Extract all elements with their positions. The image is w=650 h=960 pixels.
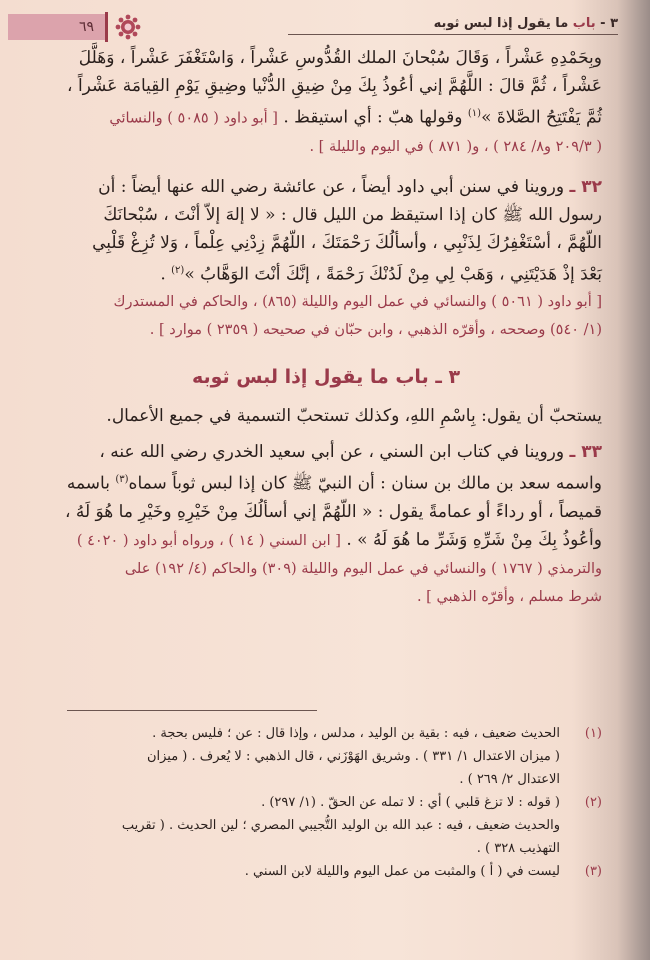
footnote-2: [50, 791, 602, 814]
footnote-text: التهذيب ٣٢٨ ) .: [476, 841, 560, 856]
rosette-ornament-icon: [115, 14, 141, 40]
footnote-text: والحديث ضعيف ، فيه : عبد الله بن الوليد التُّجيبي المصري ؛ لين الحديث . ( تقريب: [121, 818, 560, 833]
text-line: [50, 257, 602, 289]
text-line: رسول الله ﷺ كان إذا استيقظ من الليل قال : « لا إلهَ إلاّ أنْتَ ، سُبْحانَكَ: [103, 204, 602, 225]
text-line: قميصاً ، أو رداءً أو عمامةً يقول : « اللّهُمَّ إني أسألُكَ مِنْ خَيْرِهِ وخَيْرِ ما هُوَ لَهُ ،: [64, 501, 602, 522]
section-heading: ٣ ـ باب ما يقول إذا لبس ثوبه: [191, 366, 461, 389]
header-divider: [105, 12, 108, 42]
text-line: عَشْراً ، ثُمَّ قالَ : اللَّهُمَّ إني أعُوذُ بِكَ مِنْ ضِيقِ الدُّنْيا وضِيقِ يَوْمِ القِيامَة عَشْراً ،: [67, 76, 602, 96]
footnote-mark: (٢): [584, 795, 602, 810]
text-span: واسمه سعد بن مالك بن سنان : أن النبيّ ﷺ كان إذا لبس ثوباً سماه: [128, 473, 602, 494]
footnote-mark: (١): [584, 726, 602, 741]
footnote-text: ليست في ( أ ) والمثبت من عمل اليوم والليلة لابن السني .: [244, 864, 560, 879]
text-span: بَعْدَ إذْ هَدَيْتَنِي ، وَهَبْ لِي مِنْ لَدُنْكَ رَحْمَةً ، إنَّكَ أنْتَ الوَهَّابُ »: [184, 264, 602, 285]
footnote-mark: (٣): [584, 864, 602, 879]
text-span: وروينا في كتاب ابن السني ، عن أبي سعيد الخدري رضي الله عنه ،: [99, 442, 570, 463]
citation: [ أبو داود ( ٥٠٦١ ) والنسائي في عمل اليوم والليلة (٨٦٥) ، والحاكم في المستدرك: [113, 294, 602, 311]
text-span: باسمه: [66, 473, 116, 494]
footnote-1: [50, 722, 602, 745]
citation: شرط مسلم ، وأقرّه الذهبي ] .: [416, 588, 602, 605]
running-header: [8, 10, 618, 40]
citation: والترمذي ( ١٧٦٧ ) والنسائي في عمل اليوم والليلة (٣٠٩) والحاكم (٤/ ١٩٢) على: [124, 560, 602, 577]
running-title-text: ما يقول إذا لبس ثوبه: [433, 16, 573, 31]
citation: [ أبو داود ( ٥٠٨٥ ) والنسائي: [109, 110, 278, 127]
footnote-divider: [67, 710, 317, 711]
citation: ( ٢٠٩/٣ و٨/ ٢٨٤ ) ، و( ٨٧١ ) في اليوم والليلة ] .: [309, 138, 602, 155]
footnote-text: الحديث ضعيف ، فيه : بقية بن الوليد ، مدلس ، وإذا قال : عن ؛ فليس بحجة .: [152, 726, 560, 741]
text-span: وقولها هبّ : أي استيقظ .: [277, 107, 468, 128]
running-title-number: ٣ -: [595, 16, 618, 31]
footnote-text: ( قوله : لا تزغ قلبي ) أي : لا تمله عن الحقّ . (١/ ٢٩٧) .: [261, 795, 560, 810]
spacer: [50, 161, 602, 173]
text-span: وروينا في سنن أبي داود أيضاً ، عن عائشة رضي الله عنها أيضاً : أن: [98, 176, 570, 197]
citation: [ ابن السني ( ١٤ ) ، ورواه أبو داود ( ٤٠٢٠ ): [76, 532, 341, 549]
footnote-text: ( ميزان الاعتدال ١/ ٣٣١ ) . وشريق الهَوْزَني ، قال الذهبي : لا يُعرف . ( ميزان: [146, 749, 560, 764]
text-span: .: [160, 264, 172, 285]
footnotes: [50, 722, 602, 883]
hadith-33-first-line: [50, 438, 602, 466]
citation: (١/ ٥٤٠) وصححه ، وأقرّه الذهبي ، وابن حبّان في صحيحه ( ٢٣٥٩ ) موارد ] .: [149, 322, 602, 339]
footnote-text: الاعتدال ٢/ ٢٦٩ ) .: [459, 772, 560, 787]
text-line: اللّهُمَّ ، أسْتَغْفِرُكَ لِذَنْبِي ، وأسألُكَ رَحْمَتَكَ ، اللّهُمَّ زِدْنِي عِلْماً ، وَلا تُزِغْ قَلْبِي: [92, 232, 602, 253]
footnote-ref[interactable]: (٢): [171, 264, 185, 276]
text-line: [50, 526, 602, 555]
text-line: [50, 466, 602, 498]
spacer: [50, 430, 602, 438]
footnote-ref[interactable]: (١): [467, 108, 482, 119]
text-line: [50, 100, 602, 133]
page-number: ٦٩: [8, 14, 108, 40]
text-span: ثُمَّ يَفْتَتِحُ الصَّلاةَ »: [481, 107, 602, 128]
hadith-number: ٣٢ ـ: [569, 176, 602, 197]
footnote-3: [50, 860, 602, 883]
text-span: وأعُوذُ بِكَ مِنْ شَرِّهِ وَشَرِّ ما هُوَ لَهُ » .: [340, 529, 602, 550]
main-text: [50, 44, 602, 611]
running-title-bab: باب: [572, 16, 596, 31]
section-intro: يستحبّ أن يقول: بِاسْمِ اللهِ، وكذلك تستحبّ التسمية في جميع الأعمال.: [106, 406, 602, 427]
hadith-32-first-line: [50, 173, 602, 201]
running-title: [288, 16, 618, 35]
hadith-number: ٣٣ ـ: [569, 442, 602, 463]
footnote-ref[interactable]: (٣): [115, 474, 129, 486]
text-line: وبِحَمْدِهِ عَشْراً ، وَقَالَ سُبْحانَ الملك القُدُّوسِ عَشْراً ، وَاسْتَغْفَرَ عَشْراً ، وَهَلَّلَ: [78, 48, 602, 68]
